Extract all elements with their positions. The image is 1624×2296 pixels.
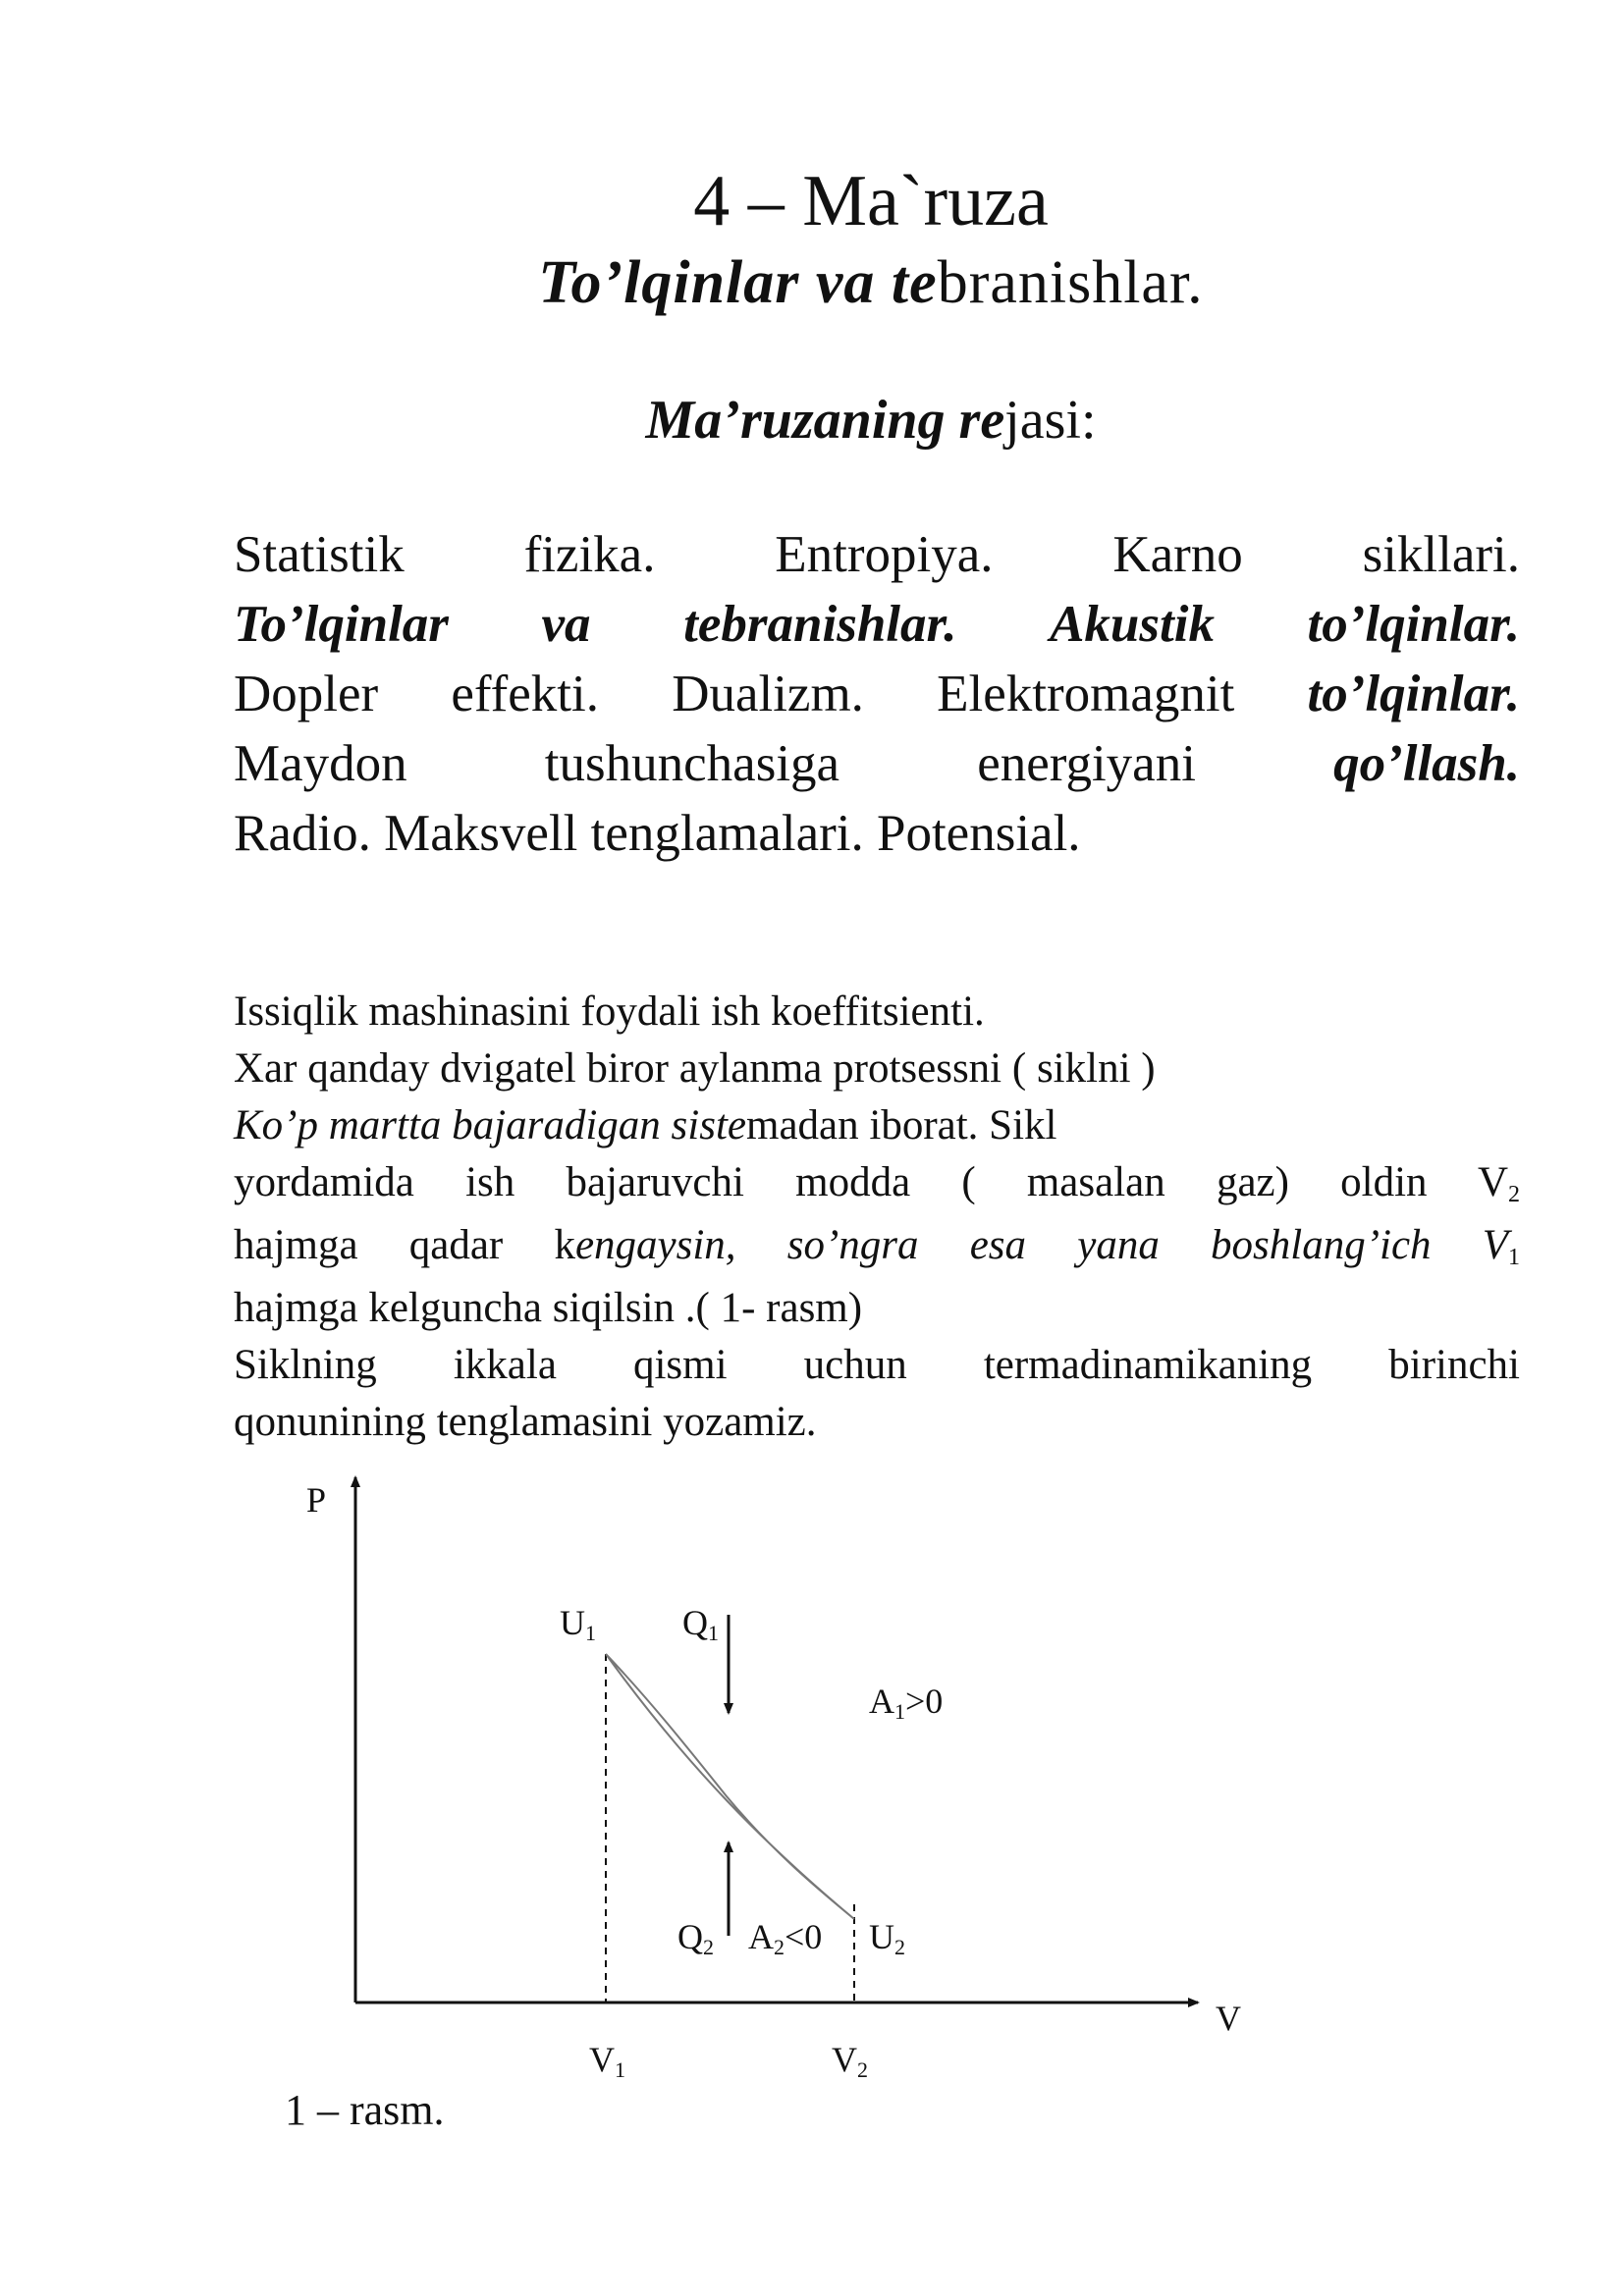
v2-label: V2 — [832, 2040, 868, 2082]
subtitle-bold-part: To’lqinlar va te — [538, 249, 938, 316]
subscript: 2 — [1508, 1182, 1520, 1207]
body-text-run: hajmga kelguncha siqilsin .( 1- rasm) — [234, 1285, 863, 1331]
body-text-run: madan iborat. Sikl — [746, 1102, 1057, 1148]
q1-label: Q1 — [682, 1603, 719, 1645]
plan-word: Karno — [1112, 526, 1243, 583]
body-text-run: yordamida ish bajaruvchi modda ( masalan gaz) oldin V — [234, 1159, 1508, 1205]
plan-word: To’lqinlar — [234, 596, 449, 653]
plan-word: energiyani — [977, 735, 1196, 792]
plan-word: Radio. Maksvell tenglamalari. Potensial. — [234, 805, 1081, 862]
subscript: 1 — [1508, 1245, 1521, 1270]
body-text-run: hajmga qadar k — [234, 1222, 575, 1268]
body-text-run: Xar qanday dvigatel biror aylanma protsessni ( siklni ) — [234, 1045, 1156, 1092]
u1-label: U1 — [560, 1603, 596, 1645]
subtitle-regular-part: branishlar. — [937, 249, 1204, 316]
body-text-run: Issiqlik mashinasini foydali ish koeffitsienti. — [234, 988, 985, 1035]
plan-word: va — [541, 596, 591, 653]
a1-label: A1>0 — [869, 1682, 944, 1724]
plan-word: Elektromagnit — [937, 666, 1235, 722]
plan-word: Statistik — [234, 526, 405, 583]
plan-word: qo’llash. — [1333, 735, 1521, 792]
v-axis-label: V — [1216, 1999, 1241, 2038]
v1-label: V1 — [589, 2040, 625, 2082]
plan-word: sikllari. — [1362, 526, 1521, 583]
plan-heading-bold: Ma’ruzaning re — [645, 390, 1005, 451]
plan-word: Dualizm. — [672, 666, 864, 722]
plan-word: Entropiya. — [775, 526, 994, 583]
figure-caption: 1 – rasm. — [285, 2086, 445, 2134]
lecture-title: 4 – Ma`ruza — [693, 161, 1049, 241]
body-text-run: qonunining tenglamasini yozamiz. — [234, 1399, 817, 1445]
body-text-run: Ko’p martta bajaradigan siste — [234, 1102, 747, 1148]
plan-heading-rest: jasi: — [1004, 390, 1097, 451]
plan-word: to’lqinlar. — [1307, 666, 1521, 722]
plan-word: to’lqinlar. — [1307, 596, 1521, 653]
body-text-run: Siklning ikkala qismi uchun termadinamikaning birinchi — [234, 1342, 1520, 1388]
plan-word: effekti. — [451, 666, 599, 722]
plan-word: Akustik — [1050, 596, 1215, 653]
plan-word: tushunchasiga — [544, 735, 840, 792]
plan-word: fizika. — [523, 526, 656, 583]
body-text-run: engaysin, so’ngra esa yana boshlang’ich V — [574, 1222, 1509, 1268]
u2-label: U2 — [869, 1917, 905, 1959]
plan-word: Dopler — [234, 666, 379, 722]
q2-label: Q2 — [677, 1917, 714, 1959]
p-axis-label: P — [306, 1480, 327, 1520]
plan-word: Maydon — [234, 735, 407, 792]
plan-word: tebranishlar. — [683, 596, 957, 653]
a2-label: A2<0 — [748, 1917, 823, 1959]
